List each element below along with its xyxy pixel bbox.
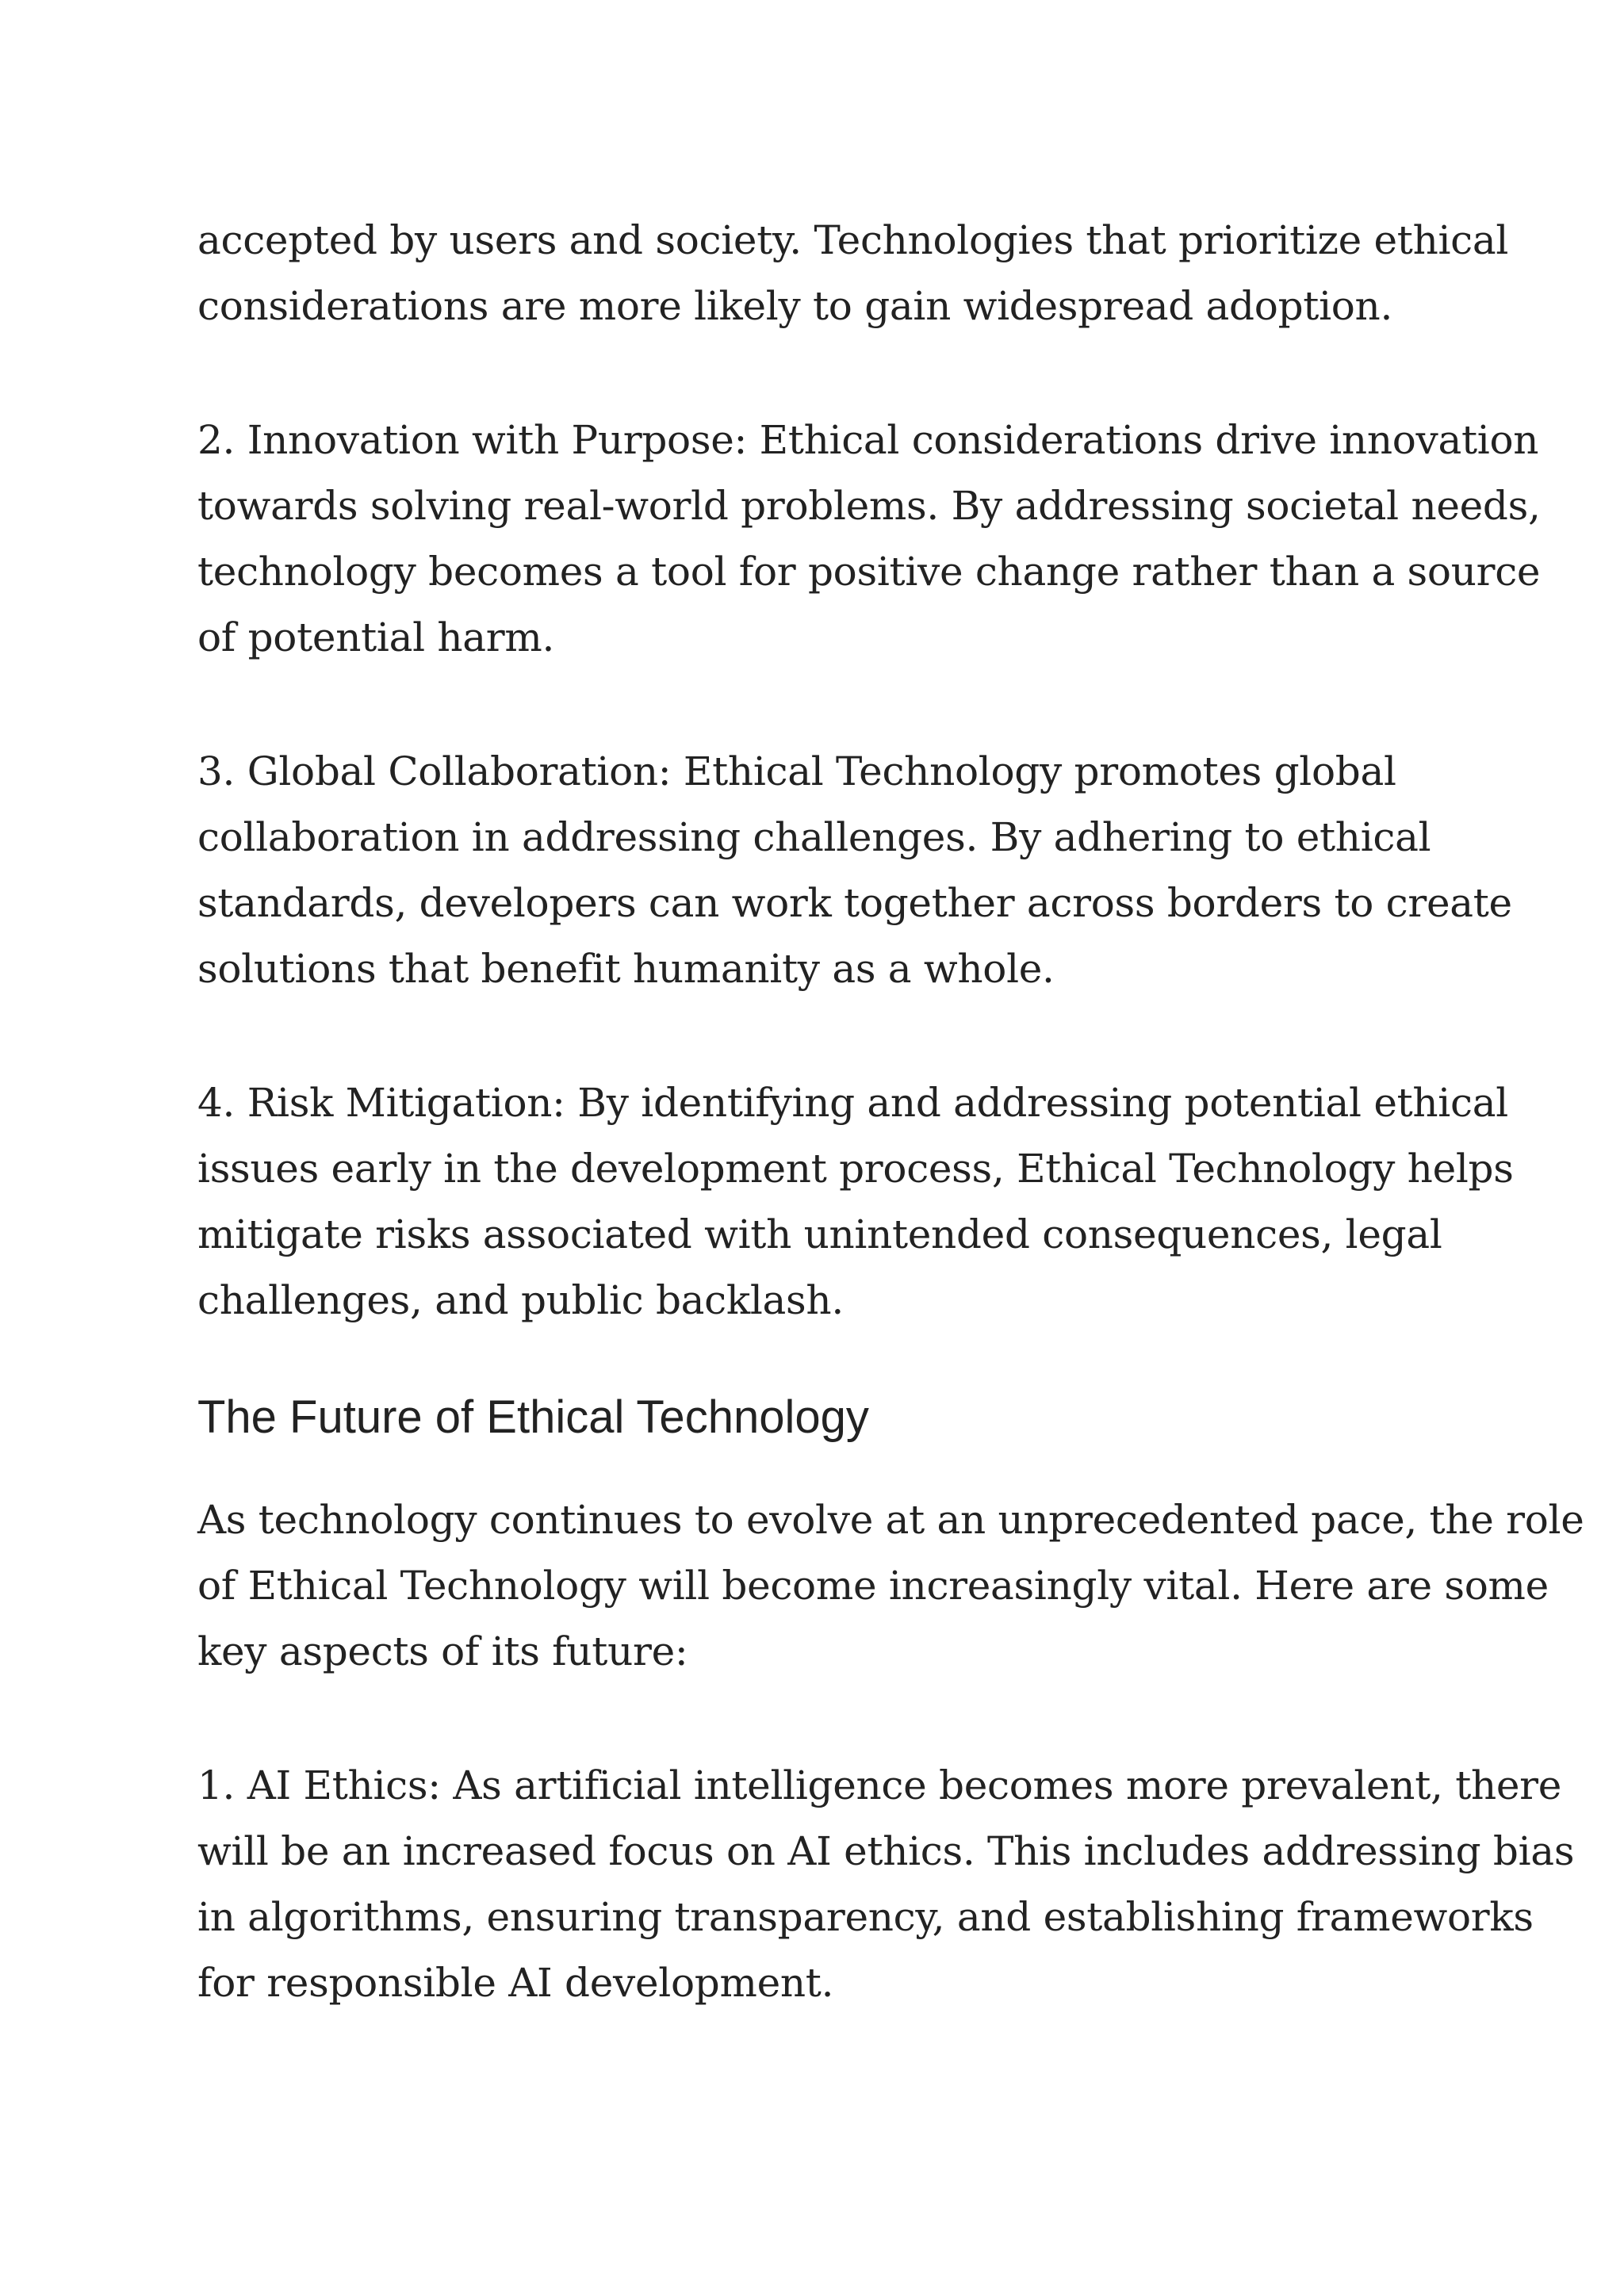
text-line: collaboration in addressing challenges. By adhering to ethical	[197, 814, 1431, 860]
text-line: challenges, and public backlash.	[197, 1277, 844, 1323]
text-line: considerations are more likely to gain widespread adoption.	[197, 283, 1393, 329]
paragraph-global-collaboration	[197, 739, 1512, 1002]
text-line: in algorithms, ensuring transparency, and establishing frameworks	[197, 1894, 1534, 1940]
text-line: standards, developers can work together across borders to create	[197, 880, 1512, 926]
section-heading: The Future of Ethical Technology	[197, 1391, 869, 1443]
text-line: towards solving real-world problems. By addressing societal needs,	[197, 483, 1541, 529]
paragraph-risk-mitigation	[197, 1070, 1514, 1334]
text-line: 2. Innovation with Purpose: Ethical considerations drive innovation	[197, 417, 1539, 463]
document-body	[197, 208, 1584, 2016]
text-line: technology becomes a tool for positive change rather than a source	[197, 549, 1541, 595]
paragraph-future-intro	[197, 1487, 1584, 1685]
text-line: accepted by users and society. Technologies that prioritize ethical	[197, 217, 1509, 263]
text-line: for responsible AI development.	[197, 1960, 834, 2006]
text-line: 4. Risk Mitigation: By identifying and addressing potential ethical	[197, 1080, 1508, 1126]
text-line: of potential harm.	[197, 614, 555, 660]
text-line: As technology continues to evolve at an unprecedented pace, the role	[197, 1497, 1584, 1543]
text-line: 3. Global Collaboration: Ethical Technology promotes global	[197, 748, 1396, 794]
paragraph-innovation-with-purpose	[197, 408, 1541, 671]
paragraph-adoption	[197, 208, 1509, 339]
text-line: issues early in the development process, Ethical Technology helps	[197, 1146, 1514, 1192]
paragraph-ai-ethics	[197, 1753, 1575, 2016]
text-line: mitigate risks associated with unintended consequences, legal	[197, 1211, 1442, 1257]
text-line: will be an increased focus on AI ethics. This includes addressing bias	[197, 1828, 1575, 1874]
text-line: 1. AI Ethics: As artificial intelligence becomes more prevalent, there	[197, 1762, 1562, 1808]
text-line: of Ethical Technology will become increasingly vital. Here are some	[197, 1563, 1549, 1609]
text-line: key aspects of its future:	[197, 1628, 688, 1674]
text-line: solutions that benefit humanity as a whole.	[197, 946, 1055, 992]
